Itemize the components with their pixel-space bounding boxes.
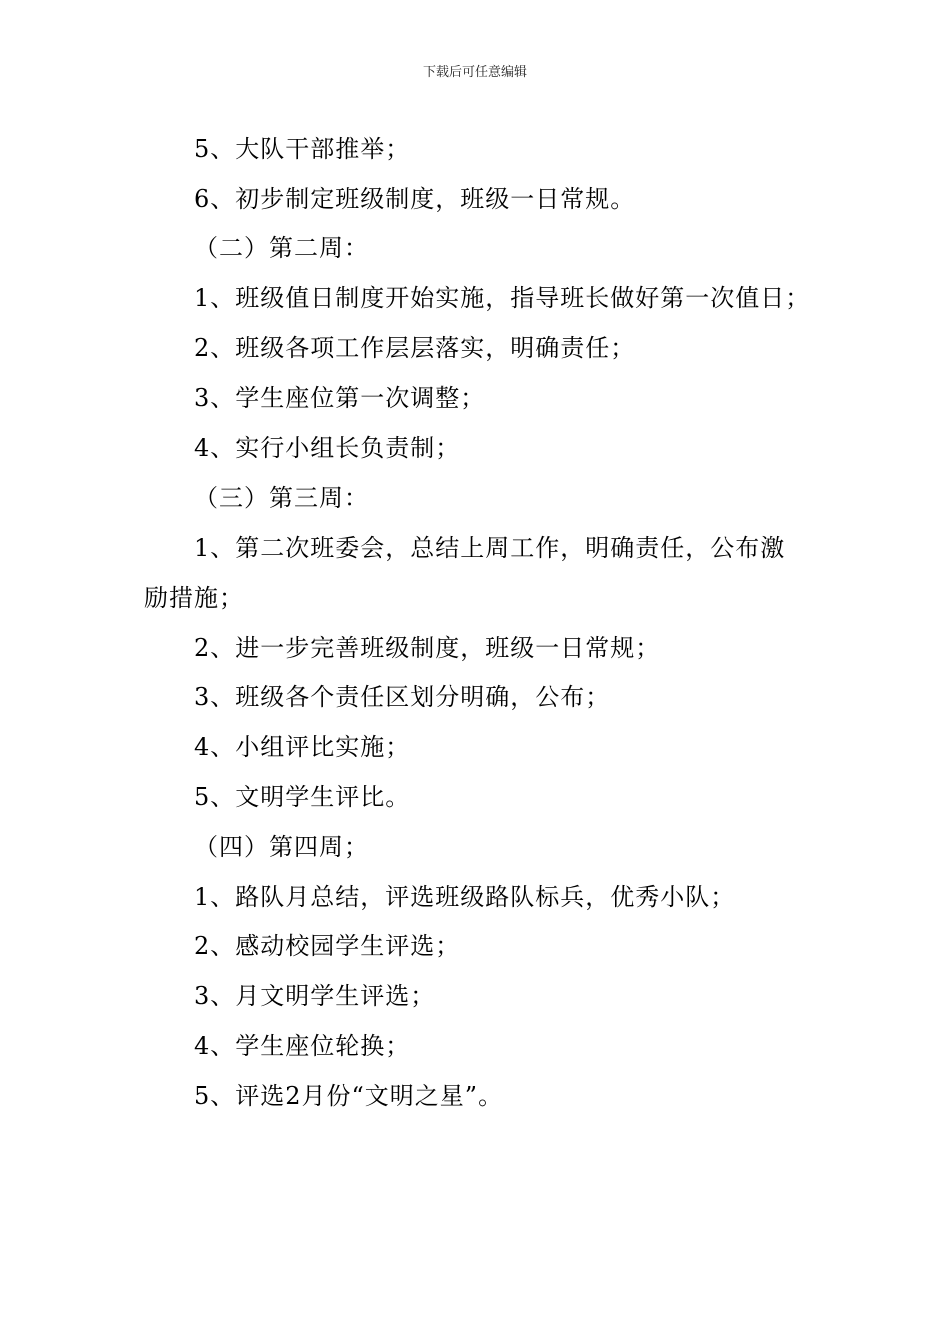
list-item: 1、第二次班委会，总结上周工作，明确责任，公布激 xyxy=(194,534,786,562)
list-item: 1、班级值日制度开始实施，指导班长做好第一次值日； xyxy=(194,284,811,312)
list-item: 2、班级各项工作层层落实，明确责任； xyxy=(194,334,636,362)
list-item: 4、学生座位轮换； xyxy=(194,1032,411,1060)
section-heading: （三）第三周： xyxy=(194,484,369,512)
list-item: 5、大队干部推举； xyxy=(194,135,411,163)
section-heading: （四）第四周； xyxy=(194,833,369,861)
list-item: 4、小组评比实施； xyxy=(194,733,411,761)
list-item: 5、评选2月份“文明之星”。 xyxy=(194,1082,504,1110)
list-item: 3、学生座位第一次调整； xyxy=(194,384,486,412)
list-item: 6、初步制定班级制度，班级一日常规。 xyxy=(194,185,636,213)
list-item: 4、实行小组长负责制； xyxy=(194,434,461,462)
list-item: 1、路队月总结，评选班级路队标兵，优秀小队； xyxy=(194,883,736,911)
list-item: 3、班级各个责任区划分明确，公布； xyxy=(194,683,611,711)
list-item: 2、感动校园学生评选； xyxy=(194,932,461,960)
list-item: 2、进一步完善班级制度，班级一日常规； xyxy=(194,634,661,662)
list-item: 5、文明学生评比。 xyxy=(194,783,411,811)
list-item-continuation: 励措施； xyxy=(144,584,244,612)
list-item: 3、月文明学生评选； xyxy=(194,982,436,1010)
section-heading: （二）第二周： xyxy=(194,234,369,262)
page-header: 下载后可任意编辑 xyxy=(422,65,527,80)
